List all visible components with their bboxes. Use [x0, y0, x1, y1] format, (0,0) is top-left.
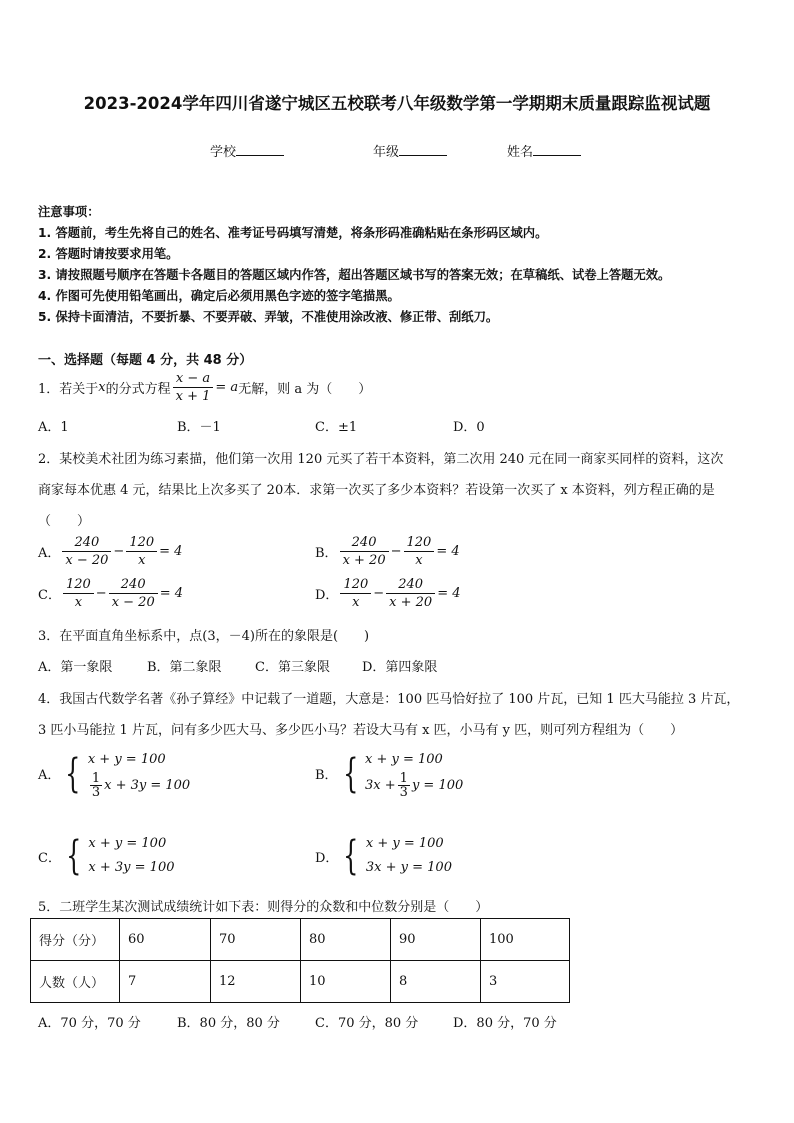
q5-option-b[interactable]: B．80 分，80 分 [177, 1016, 280, 1031]
brace-icon: { [66, 833, 82, 879]
q4a-frac-n: 1 [91, 771, 101, 786]
q2-option-c[interactable] [38, 576, 183, 611]
q2b-d1: x + 20 [342, 553, 386, 568]
q2c-d2: x − 20 [111, 595, 155, 610]
q2c-frac-2 [109, 576, 158, 611]
note-item: 2. 答题时请按要求用笔。 [38, 247, 179, 261]
question-5-stem: 5．二班学生某次测试成绩统计如下表：则得分的众数和中位数分别是（ ） [38, 900, 489, 915]
q4-option-c[interactable] [38, 832, 174, 880]
q1-fraction [173, 370, 214, 405]
q2b-n2: 120 [404, 534, 435, 552]
note-item: 4. 作图可先使用铅笔画出，确定后必须用黑色字迹的签字笔描黑。 [38, 289, 400, 303]
table-row [31, 919, 570, 961]
q4-option-b[interactable] [315, 748, 463, 799]
q2c-n2: 240 [109, 576, 158, 594]
q2b-d2: x [415, 553, 423, 568]
q1-suffix: 无解，则 a 为（ ） [238, 382, 372, 397]
q4a-frac [90, 772, 102, 799]
q2a-d1: x − 20 [65, 553, 109, 568]
q4-option-a-label: A． [38, 768, 61, 783]
school-label: 学校 [210, 145, 237, 160]
q3-option-d[interactable]: D．第四象限 [362, 660, 438, 675]
question-1-stem [38, 370, 371, 405]
q4b-frac-d: 3 [399, 785, 408, 800]
table-cell: 7 [120, 961, 211, 1003]
q2b-rhs: = 4 [436, 544, 460, 559]
q4a-eq1: x + y = 100 [87, 752, 166, 767]
q4-option-a[interactable] [38, 748, 190, 799]
q4d-eq2: 3x + y = 100 [365, 860, 452, 875]
q2c-rhs: = 4 [159, 586, 184, 601]
note-item: 1. 答题前，考生先将自己的姓名、准考证号码填写清楚，将条形码准确粘贴在条形码区域内。 [38, 226, 548, 240]
table-cell: 3 [481, 961, 570, 1003]
q1-option-c[interactable]: C．±1 [315, 420, 358, 435]
q1-option-a[interactable]: A．1 [38, 420, 69, 435]
q2-option-b-label: B． [315, 546, 338, 561]
section-heading: 一、选择题（每题 4 分，共 48 分） [38, 353, 253, 368]
q2d-rhs: = 4 [437, 586, 461, 601]
table-cell: 得分（分） [31, 919, 120, 961]
note-item: 5. 保持卡面清洁，不要折暴、不要弄破、弄皱，不准使用涂改液、修正带、刮纸刀。 [38, 310, 499, 324]
q4d-eq1: x + y = 100 [365, 836, 444, 851]
table-cell: 80 [301, 919, 391, 961]
q2b-frac-2 [404, 534, 435, 569]
q1-eq-rhs: = a [215, 380, 239, 395]
q3-option-b[interactable]: B．第二象限 [147, 660, 222, 675]
q1-frac-den: x + 1 [175, 389, 211, 404]
q4b-eq2-rest: y = 100 [411, 777, 464, 793]
q2c-d1: x [74, 595, 83, 610]
q2a-rhs: = 4 [159, 544, 183, 559]
q2d-frac-2 [386, 576, 435, 611]
q4b-frac-n: 1 [399, 771, 408, 786]
minus-sign: − [95, 586, 107, 601]
q1-option-d[interactable]: D．0 [453, 420, 485, 435]
q4b-eq1: x + y = 100 [365, 752, 443, 767]
name-label: 姓名 [507, 145, 534, 160]
q4b-frac [398, 772, 410, 799]
q1-var-x: x [98, 380, 106, 395]
q4b-eq2-pre: 3x + [365, 777, 396, 793]
q2-option-a[interactable] [38, 534, 182, 569]
q2d-d2: x + 20 [389, 595, 433, 610]
brace-icon: { [342, 750, 358, 797]
q2-option-d-label: D． [315, 588, 339, 603]
q2d-d1: x [352, 595, 360, 610]
table-cell: 人数（人） [31, 961, 120, 1003]
q1-middle: 的分式方程 [105, 382, 171, 397]
table-cell: 60 [120, 919, 211, 961]
brace-icon: { [343, 833, 359, 879]
q2a-frac-1 [62, 534, 111, 569]
q4c-eq1: x + y = 100 [88, 836, 167, 851]
name-field [507, 141, 581, 160]
q2b-frac-1 [340, 534, 389, 569]
q4a-eq2-rest: x + 3y = 100 [104, 777, 191, 793]
grade-label: 年级 [373, 145, 400, 160]
q4a-eq2 [88, 772, 190, 799]
question-2-stem-line3: （ ） [38, 514, 91, 529]
q2c-n1: 120 [63, 576, 94, 594]
q2-option-d[interactable] [315, 576, 461, 611]
q5-option-c[interactable]: C．70 分，80 分 [315, 1016, 419, 1031]
question-3-stem: 3．在平面直角坐标系中，点(3，－4)所在的象限是( ) [38, 629, 370, 644]
q2d-n1: 120 [340, 576, 371, 594]
minus-sign: − [373, 586, 385, 601]
q2b-n1: 240 [340, 534, 389, 552]
table-cell: 70 [211, 919, 301, 961]
q4c-eq2: x + 3y = 100 [88, 860, 175, 875]
note-item: 3. 请按照题号顺序在答题卡各题目的答题区域内作答，超出答题区域书写的答案无效；在草稿纸、试卷上答题无效。 [38, 268, 671, 282]
score-table [30, 918, 570, 1003]
grade-blank[interactable] [399, 143, 447, 156]
page-title: 2023-2024学年四川省遂宁城区五校联考八年级数学第一学期期末质量跟踪监视试题 [83, 94, 711, 113]
table-cell: 100 [481, 919, 570, 961]
table-cell: 12 [211, 961, 301, 1003]
question-4-stem-line1: 4．我国古代数学名著《孙子算经》中记载了一道题，大意是：100 匹马恰好拉了 100 片瓦，已知 1 匹大马能拉 3 片瓦， [38, 692, 740, 707]
q2a-n2: 120 [126, 534, 157, 552]
q5-option-a[interactable]: A．70 分，70 分 [38, 1016, 141, 1031]
question-2-stem-line2: 商家每本优惠 4 元，结果比上次多买了 20本．求第一次买了多少本资料？若设第一次买了 x 本资料，列方程正确的是 [38, 483, 715, 498]
table-cell: 10 [301, 961, 391, 1003]
q1-prefix: 1．若关于 [38, 382, 99, 397]
question-2-stem-line1: 2．某校美术社团为练习素描，他们第一次用 120 元买了若干本资料，第二次用 240 元在同一商家买同样的资料，这次 [38, 452, 724, 467]
grade-field [373, 141, 447, 160]
school-blank[interactable] [236, 143, 284, 156]
q3-option-c[interactable]: C．第三象限 [255, 660, 330, 675]
minus-sign: − [113, 544, 125, 559]
q4-option-c-label: C． [38, 850, 61, 866]
q4b-eq2 [365, 772, 463, 799]
table-row [31, 961, 570, 1003]
q2d-n2: 240 [386, 576, 435, 594]
brace-icon: { [65, 750, 81, 797]
notes-heading: 注意事项： [38, 205, 100, 219]
q2a-n1: 240 [62, 534, 111, 552]
q2c-frac-1 [63, 576, 94, 611]
q2a-d2: x [138, 553, 146, 568]
school-field [210, 141, 284, 160]
q4-option-b-label: B． [315, 768, 338, 783]
table-cell: 90 [391, 919, 481, 961]
q2-option-b[interactable] [315, 534, 460, 569]
q1-option-b[interactable]: B．－1 [177, 420, 221, 435]
q4-option-d[interactable] [315, 832, 452, 880]
q2a-frac-2 [126, 534, 157, 569]
q2-option-c-label: C． [38, 588, 61, 603]
q5-option-d[interactable]: D．80 分，70 分 [453, 1016, 557, 1031]
minus-sign: − [390, 544, 402, 559]
q4a-frac-d: 3 [91, 785, 101, 800]
q2d-frac-1 [340, 576, 371, 611]
table-cell: 8 [391, 961, 481, 1003]
q4-option-d-label: D． [315, 850, 339, 866]
q2-option-a-label: A． [38, 546, 61, 561]
name-blank[interactable] [533, 143, 581, 156]
question-4-stem-line2: 3 匹小马能拉 1 片瓦，问有多少匹大马、多少匹小马？若设大马有 x 匹，小马有 y 匹，则可列方程组为（ ） [38, 723, 684, 738]
q3-option-a[interactable]: A．第一象限 [38, 660, 113, 675]
q1-frac-num: x − a [173, 370, 214, 388]
